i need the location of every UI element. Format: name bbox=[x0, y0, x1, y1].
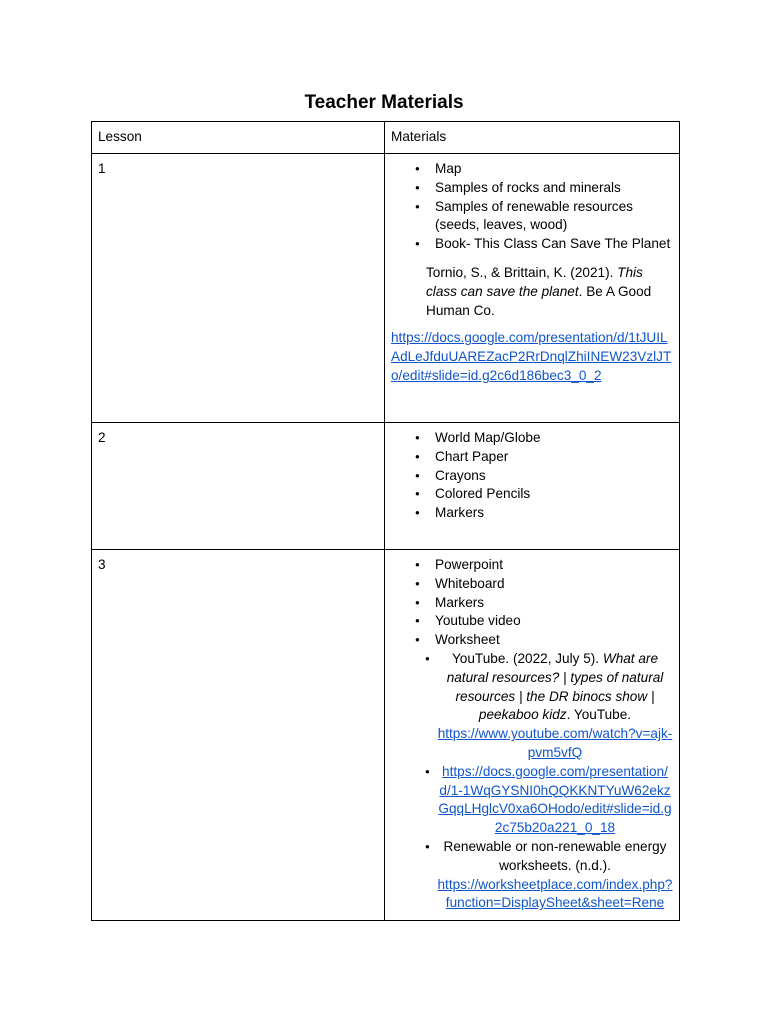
list-item: ● Colored Pencils bbox=[435, 485, 673, 504]
lesson-header: Lesson bbox=[92, 122, 385, 154]
materials-list bbox=[391, 556, 673, 650]
lesson-number: 3 bbox=[92, 550, 385, 921]
materials-cell bbox=[385, 423, 680, 550]
presentation-link[interactable]: https://docs.google.com/presentation/d/1tJUILAdLeJfduUAREZacP2RrDnqlZhiINEW23VzlJTo/edit#slide=id.g2c6d186bec3_0_2 bbox=[391, 330, 672, 383]
list-item: ● Chart Paper bbox=[435, 448, 673, 467]
list-item: ● Markers bbox=[435, 504, 673, 523]
presentation-link[interactable]: https://docs.google.com/presentation/d/1-1WqGYSNI0hQQKKNTYuW62ekzGqqLHglcV0xa6OHodo/edit#slide=id.g2c75b20a221_0_18 bbox=[438, 763, 672, 836]
list-item: ● Markers bbox=[435, 594, 673, 613]
youtube-citation bbox=[437, 650, 673, 763]
materials-table bbox=[91, 121, 680, 921]
lesson-number: 1 bbox=[92, 154, 385, 423]
worksheet-citation bbox=[437, 838, 673, 913]
list-item: ● World Map/Globe bbox=[435, 429, 673, 448]
youtube-link[interactable]: https://www.youtube.com/watch?v=ajk-pvm5vfQ bbox=[437, 726, 673, 760]
list-item: ● Crayons bbox=[435, 467, 673, 486]
table-row bbox=[92, 423, 680, 550]
materials-cell bbox=[385, 154, 680, 423]
video-title: What are natural resources? | types of natural resources | the DR binocs show | peekaboo kidz bbox=[446, 650, 664, 723]
table-row bbox=[92, 154, 680, 423]
materials-list bbox=[391, 429, 673, 523]
list-item: ● Worksheet bbox=[435, 631, 673, 650]
list-item: ● Youtube video bbox=[435, 612, 673, 631]
book-citation bbox=[426, 264, 673, 320]
worksheet-link[interactable]: https://worksheetplace.com/index.php?function=DisplaySheet&sheet=Rene bbox=[437, 876, 673, 911]
list-item: ● Samples of renewable resources (seeds, leaves, wood) bbox=[435, 198, 673, 236]
list-item: ● Book- This Class Can Save The Planet bbox=[435, 235, 673, 254]
table-row bbox=[92, 550, 680, 921]
page-title: Teacher Materials bbox=[304, 92, 464, 113]
citation-source: . YouTube. bbox=[566, 707, 632, 723]
list-item: ● Samples of rocks and minerals bbox=[435, 179, 673, 198]
materials-list bbox=[391, 160, 673, 254]
citation-text: Tornio, S., & Brittain, K. (2021). bbox=[426, 264, 618, 280]
lesson-number: 2 bbox=[92, 423, 385, 550]
citation-publisher: . Be A Good Human Co. bbox=[426, 283, 652, 318]
slides-item bbox=[437, 763, 673, 838]
citation-title: This class can save the planet bbox=[426, 264, 643, 299]
list-item: ● Map bbox=[435, 160, 673, 179]
list-item: ● Whiteboard bbox=[435, 575, 673, 594]
materials-cell bbox=[385, 550, 680, 921]
materials-header: Materials bbox=[385, 122, 680, 154]
citation-text: YouTube. (2022, July 5). bbox=[451, 650, 603, 666]
resource-list bbox=[391, 650, 673, 913]
table-header-row bbox=[92, 122, 680, 154]
list-item: ● Powerpoint bbox=[435, 556, 673, 575]
citation-text: Renewable or non-renewable energy worksheets. (n.d.). bbox=[443, 838, 667, 873]
